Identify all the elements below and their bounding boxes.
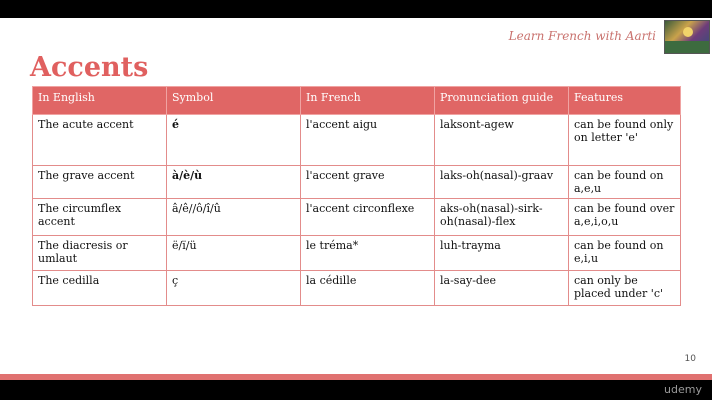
slide <box>0 18 712 374</box>
cell-french: l'accent grave <box>301 166 435 199</box>
cell-english: The acute accent <box>33 115 167 166</box>
cell-french: la cédille <box>301 271 435 306</box>
cell-english: The diacresis or umlaut <box>33 236 167 271</box>
cell-english: The cedilla <box>33 271 167 306</box>
table-row <box>33 271 681 306</box>
header-in-french: In French <box>301 87 435 115</box>
cell-french: l'accent circonflexe <box>301 199 435 236</box>
bottom-black-bar <box>0 380 712 400</box>
cell-pronunciation: aks-oh(nasal)-sirk-oh(nasal)-flex <box>435 199 569 236</box>
table-header-row <box>33 87 681 115</box>
page-number: 10 <box>684 354 696 364</box>
cell-features: can be found over a,e,i,o,u <box>569 199 681 236</box>
accents-table <box>32 86 681 306</box>
table-row <box>33 115 681 166</box>
cell-pronunciation: luh-trayma <box>435 236 569 271</box>
table-row <box>33 236 681 271</box>
cell-pronunciation: laks-oh(nasal)-graav <box>435 166 569 199</box>
cell-features: can be found on e,i,u <box>569 236 681 271</box>
cell-pronunciation: la-say-dee <box>435 271 569 306</box>
brand-image <box>664 20 710 54</box>
table-row <box>33 199 681 236</box>
brand-image-hill <box>665 41 709 53</box>
cell-symbol: â/ê//ô/î/û <box>167 199 301 236</box>
cell-symbol: ë/ï/ü <box>167 236 301 271</box>
cell-french: le tréma* <box>301 236 435 271</box>
header-in-english: In English <box>33 87 167 115</box>
udemy-watermark: udemy <box>664 383 702 396</box>
cell-pronunciation: laksont-agew <box>435 115 569 166</box>
cell-french: l'accent aigu <box>301 115 435 166</box>
cell-features: can be found on a,e,u <box>569 166 681 199</box>
brand-image-sun <box>683 27 693 37</box>
slide-title: Accents <box>30 52 149 83</box>
cell-english: The circumflex accent <box>33 199 167 236</box>
table-row <box>33 166 681 199</box>
header-pronunciation-guide: Pronunciation guide <box>435 87 569 115</box>
cell-english: The grave accent <box>33 166 167 199</box>
header-features: Features <box>569 87 681 115</box>
cell-symbol: é <box>167 115 301 166</box>
top-black-bar <box>0 0 712 18</box>
brand-title: Learn French with Aarti <box>508 29 656 43</box>
cell-features: can only be placed under 'c' <box>569 271 681 306</box>
cell-features: can be found only on letter 'e' <box>569 115 681 166</box>
cell-symbol: à/è/ù <box>167 166 301 199</box>
cell-symbol: ç <box>167 271 301 306</box>
header-symbol: Symbol <box>167 87 301 115</box>
